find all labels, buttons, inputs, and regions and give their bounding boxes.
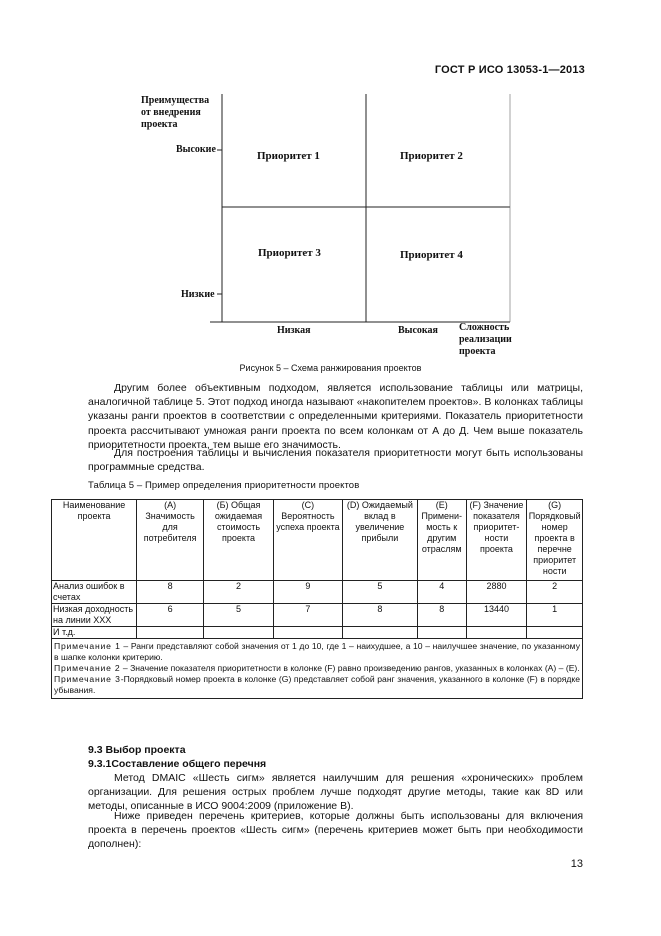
y-axis-label-line: от внедрения <box>141 107 201 118</box>
table-caption-text: – Пример определения приоритетности проектов <box>134 480 360 491</box>
table-cell <box>137 627 204 639</box>
page-number: 13 <box>570 858 583 870</box>
x-axis-label-line: проекта <box>459 346 496 357</box>
table-cell: 2 <box>204 581 274 604</box>
document-header: ГОСТ Р ИСО 13053-1—2013 <box>434 64 585 76</box>
table-cell: 8 <box>342 604 417 627</box>
header-cell: (F) Значение показателя приоритет-ности проекта <box>466 500 527 581</box>
table-notes <box>52 639 583 699</box>
paragraph-3: Метод DMAIC «Шесть сигм» является наилучшим для решения «хронических» проблем организации. Для решения острых проблем лучше подходят другие методы, такие как 8D или методы, описанные в ИСО 9004:2009 (приложение В). <box>88 772 583 813</box>
table-cell: 1 <box>527 604 583 627</box>
header-cell: (C) Вероятность успеха проекта <box>273 500 342 581</box>
x-axis-label-line: Сложность <box>459 322 510 333</box>
table-row <box>52 581 583 604</box>
paragraph-2: Для построения таблицы и вычисления показателя приоритетности могут быть использованы программные средства. <box>88 447 583 474</box>
table-cell: 5 <box>342 581 417 604</box>
priority-cell-2: Приоритет 2 <box>400 150 463 162</box>
priority-table <box>51 499 583 699</box>
note-text: – Ранги представляют собой значения от 1 до 10, где 1 – наихудшее, а 10 – наилучшее значение, по указанному в шапке колонки критерию. <box>54 641 580 662</box>
table-cell: 4 <box>417 581 466 604</box>
table-cell <box>204 627 274 639</box>
table-cell: 6 <box>137 604 204 627</box>
section-heading: 9.3 Выбор проекта <box>88 744 186 756</box>
note-text: -Порядковый номер проекта в колонке (G) представляет собой ранг значения, указанного в колонке (F) в порядке убывания. <box>54 674 581 695</box>
table-caption-label: Таблица 5 <box>88 480 135 491</box>
table-cell <box>342 627 417 639</box>
table-cell <box>466 627 527 639</box>
header-cell: Наименование проекта <box>52 500 137 581</box>
table-cell: Анализ ошибок в счетах <box>52 581 137 604</box>
table-row <box>52 604 583 627</box>
y-axis-label-line: проекта <box>141 119 178 130</box>
table-header-row <box>52 500 583 581</box>
table-cell: Низкая доходность на линии XXX <box>52 604 137 627</box>
table-cell <box>527 627 583 639</box>
table-cell: 2 <box>527 581 583 604</box>
y-tick-high: Высокие <box>176 144 216 155</box>
table-cell <box>273 627 342 639</box>
table-cell: И т.д. <box>52 627 137 639</box>
table-note <box>54 663 580 674</box>
subsection-heading: 9.3.1Составление общего перечня <box>88 758 267 770</box>
table-caption <box>88 480 359 491</box>
priority-cell-1: Приоритет 1 <box>257 150 320 162</box>
x-axis-label <box>459 322 529 358</box>
table-cell: 2880 <box>466 581 527 604</box>
table-cell: 9 <box>273 581 342 604</box>
y-axis-label <box>141 95 209 131</box>
header-cell: (E) Примени-мость к другим отраслям <box>417 500 466 581</box>
header-cell: (G) Порядковый номер проекта в перечне приоритет ности <box>527 500 583 581</box>
paragraph-1: Другим более объективным подходом, является использование таблицы или матрицы, аналогичной таблице 5. Этот подход иногда называют «накопителем проектов». В колонках таблицы указаны ранги проектов в соответствии с определенными критериями. Показатель приоритетности проекта рассчитывают умножая ранги проекта по всем колонкам от А до Д. Чем выше показатель приоритетности проекта, тем выше его значимость. <box>88 382 583 451</box>
x-axis-label-line: реализации <box>459 334 512 345</box>
header-cell: (A) Значимость для потребителя <box>137 500 204 581</box>
y-axis-label-line: Преимущества <box>141 95 210 106</box>
table-row <box>52 627 583 639</box>
priority-cell-4: Приоритет 4 <box>400 249 463 261</box>
header-cell: (D) Ожидаемый вклад в увеличение прибыли <box>342 500 417 581</box>
x-tick-high: Высокая <box>398 325 438 336</box>
figure-caption: Рисунок 5 – Схема ранжирования проектов <box>239 363 422 373</box>
table-cell: 7 <box>273 604 342 627</box>
table-cell <box>417 627 466 639</box>
note-label: Примечание 2 <box>54 663 121 673</box>
table-note <box>54 674 580 696</box>
table-cell: 5 <box>204 604 274 627</box>
y-tick-low: Низкие <box>181 289 215 300</box>
header-cell: (Б) Общая ожидаемая стоимость проекта <box>204 500 274 581</box>
priority-diagram <box>0 0 661 360</box>
table-cell: 8 <box>417 604 466 627</box>
note-text: – Значение показателя приоритетности в колонке (F) равно произведению рангов, указанных в колонках (A) – (E). <box>120 663 580 673</box>
note-label: Примечание 1 <box>54 641 121 651</box>
table-cell: 8 <box>137 581 204 604</box>
table-cell: 13440 <box>466 604 527 627</box>
note-label: Примечание 3 <box>54 674 121 684</box>
paragraph-4: Ниже приведен перечень критериев, которые должны быть использованы для включения проекта в перечень проектов «Шесть сигм» (перечень критериев может быть при необходимости дополнен): <box>88 810 583 851</box>
table-notes-row <box>52 639 583 699</box>
table-note <box>54 641 580 663</box>
priority-cell-3: Приоритет 3 <box>258 247 321 259</box>
x-tick-low: Низкая <box>277 325 311 336</box>
